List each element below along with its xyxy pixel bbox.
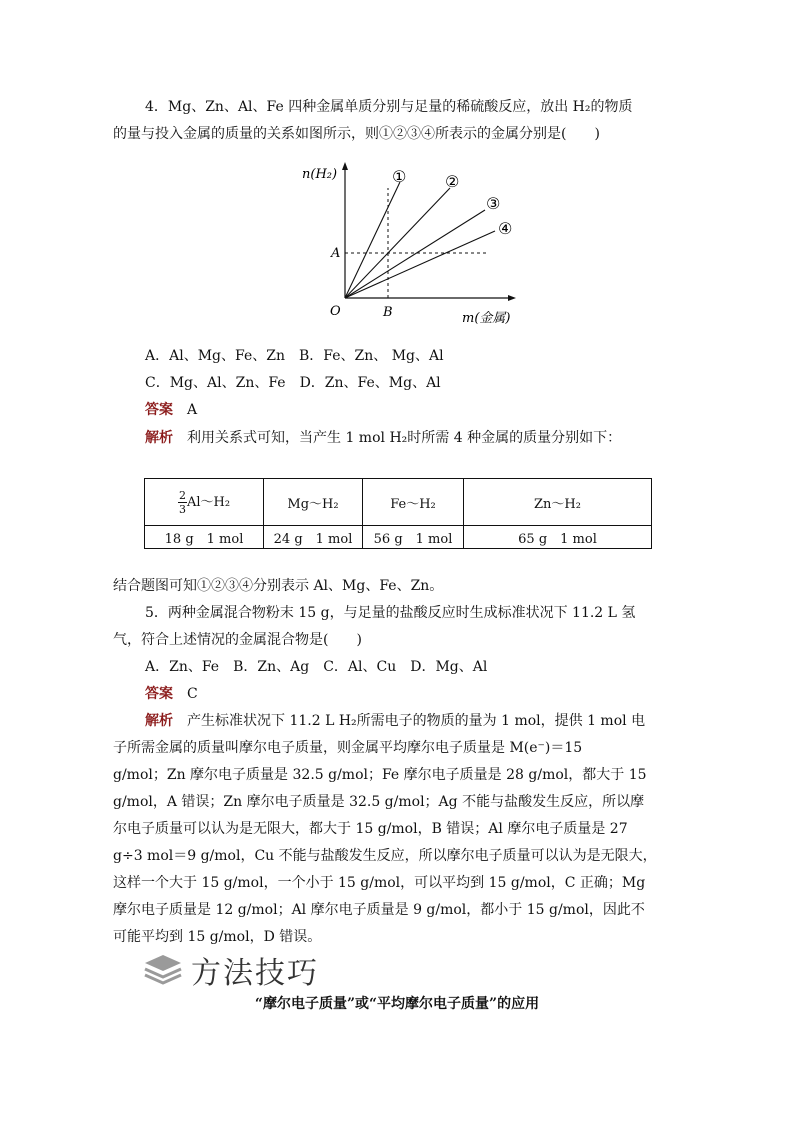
- q4-chart: [300, 160, 530, 330]
- q5-options: A．Zn、Fe B．Zn、Ag C．Al、Cu D．Mg、Al: [145, 659, 488, 675]
- origin-label: O: [330, 304, 341, 319]
- x-axis-arrow: [508, 295, 516, 301]
- table-header-zn: Zn～H₂: [464, 479, 652, 526]
- q4-answer: [145, 400, 197, 420]
- q5-analysis-line7: 这样一个大于 15 g/mol，一个小于 15 g/mol，可以平均到 15 g/mol，C 正确；Mg: [113, 875, 646, 891]
- q5-analysis-line2: 子所需金属的质量叫摩尔电子质量，则金属平均摩尔电子质量是 M(e⁻)＝15: [113, 740, 583, 756]
- line-4-label: ④: [498, 219, 513, 238]
- method-subtitle: “摩尔电子质量”或“平均摩尔电子质量”的应用: [254, 996, 540, 1012]
- table-header-al: $\frac{2}{3}$ Al～H₂: [145, 479, 264, 526]
- answer-value: C: [187, 686, 198, 702]
- table-header-mg: Mg～H₂: [264, 479, 363, 526]
- q5-stem-line2: 气，符合上述情况的金属混合物是( ): [113, 632, 362, 648]
- a-label: A: [331, 246, 341, 261]
- mass-table: [144, 478, 652, 549]
- fraction: $\frac{2}{3}$: [178, 488, 186, 516]
- q4-options-line2: C．Mg、Al、Zn、Fe D．Zn、Fe、Mg、Al: [145, 375, 441, 391]
- line-2: [345, 188, 450, 298]
- table-cell-mg: 24 g 1 mol: [264, 526, 363, 549]
- analysis-label: 解析: [145, 430, 173, 446]
- q4-conclusion: 结合题图可知①②③④分别表示 Al、Mg、Fe、Zn。: [113, 578, 444, 594]
- line-3-label: ③: [486, 194, 501, 213]
- q5-stem-line1: 5．两种金属混合物粉末 15 g，与足量的盐酸反应时生成标准状况下 11.2 L 氢: [145, 605, 636, 621]
- table-header-fe: Fe～H₂: [363, 479, 464, 526]
- answer-value: A: [187, 402, 198, 418]
- q5-analysis-line5: 尔电子质量可以认为是无限大，都大于 15 g/mol，B 错误；Al 摩尔电子质量是 27: [113, 821, 628, 837]
- line-2-label: ②: [445, 172, 460, 191]
- q5-analysis-line4: g/mol，A 错误；Zn 摩尔电子质量是 32.5 g/mol；Ag 不能与盐酸发生反应，所以摩: [113, 794, 645, 810]
- method-header: [143, 950, 319, 990]
- q5-analysis-line8: 摩尔电子质量是 12 g/mol；Al 摩尔电子质量是 9 g/mol，都小于 15 g/mol，因此不: [113, 902, 645, 918]
- line-1-label: ①: [392, 167, 407, 186]
- answer-label: 答案: [145, 402, 173, 418]
- table-cell-fe: 56 g 1 mol: [363, 526, 464, 549]
- table-cell-zn: 65 g 1 mol: [464, 526, 652, 549]
- q5-answer: [145, 684, 198, 704]
- q4-options-line1: A．Al、Mg、Fe、Zn B．Fe、Zn、 Mg、Al: [145, 348, 444, 364]
- q5-analysis-line3: g/mol；Zn 摩尔电子质量是 32.5 g/mol；Fe 摩尔电子质量是 28 g/mol，都大于 15: [113, 767, 647, 783]
- q4-analysis: [145, 428, 621, 448]
- q5-analysis-line9: 可能平均到 15 g/mol，D 错误。: [113, 929, 322, 945]
- layers-icon: [143, 953, 183, 987]
- q4-stem-line1: 4．Mg、Zn、Al、Fe 四种金属单质分别与足量的稀硫酸反应，放出 H₂的物质: [145, 99, 633, 115]
- analysis-label: 解析: [145, 713, 173, 729]
- table-header-row: [145, 479, 652, 526]
- table-cell-al: 18 g 1 mol: [145, 526, 264, 549]
- x-axis-label: m(金属): [462, 311, 511, 326]
- table-row: [145, 526, 652, 549]
- q4-stem-line2: 的量与投入金属的质量的关系如图所示，则①②③④所表示的金属分别是( ): [113, 126, 600, 142]
- q5-analysis-line6: g÷3 mol＝9 g/mol，Cu 不能与盐酸发生反应，所以摩尔电子质量可以认为是无限大，: [113, 848, 657, 864]
- method-title: 方法技巧: [191, 956, 319, 991]
- b-label: B: [383, 305, 393, 320]
- line-4: [345, 231, 495, 298]
- y-axis-label: n(H₂): [302, 167, 338, 182]
- answer-label: 答案: [145, 686, 173, 702]
- analysis-text: 利用关系式可知，当产生 1 mol H₂时所需 4 种金属的质量分别如下：: [187, 430, 622, 446]
- q5-analysis-line1: 解析 产生标准状况下 11.2 L H₂所需电子的物质的量为 1 mol，提供 1 mol 电: [145, 713, 646, 729]
- y-axis-arrow: [342, 162, 348, 170]
